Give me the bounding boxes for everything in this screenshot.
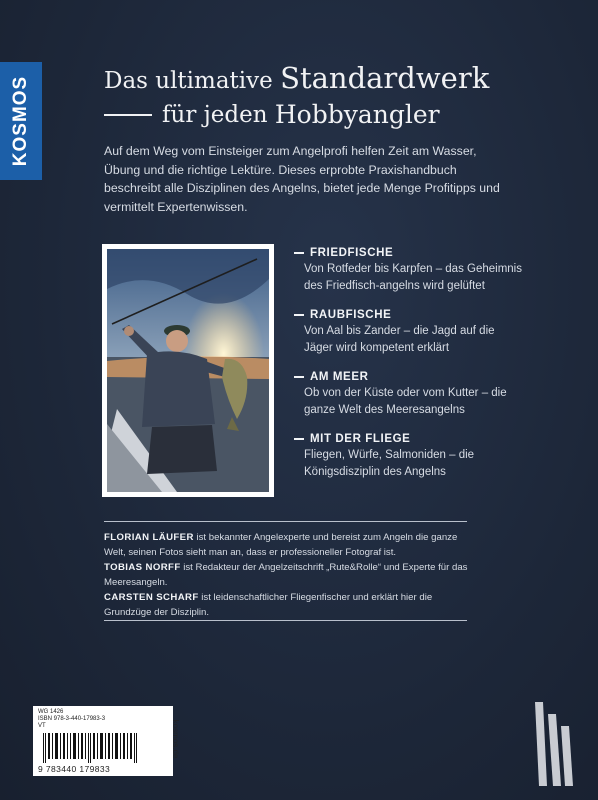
intro-text: Auf dem Weg vom Einsteiger zum Angelprofi helfen Zeit am Wasser, Übung und die richtige Lektüre. Dieses erprobte Praxishandbuch beschreibt alle Disziplinen des Angelns, bietet jede Menge Profitipps und vermittelt Expertenwissen. xyxy=(104,144,500,214)
author-entry xyxy=(104,530,474,560)
headline-line-2-main: Hobbyangler xyxy=(274,100,440,129)
headline-line-2-prefix: für jeden xyxy=(162,102,268,128)
headline-line-1 xyxy=(104,62,554,97)
topic-title-text: RAUBFISCHE xyxy=(310,309,392,321)
topic-title xyxy=(294,431,524,447)
topic-dash xyxy=(294,252,304,254)
topic-item xyxy=(294,431,524,480)
topic-dash xyxy=(294,314,304,316)
divider-bottom xyxy=(104,620,467,621)
angler-photo xyxy=(102,244,274,497)
topic-item xyxy=(294,245,524,294)
author-name: CARSTEN SCHARF xyxy=(104,592,199,603)
topic-description: Fliegen, Würfe, Salmoniden – die Königsdisziplin des Angelns xyxy=(304,449,475,478)
isbn-barcode-box xyxy=(33,706,180,776)
headline-line-2 xyxy=(104,97,554,133)
author-entry xyxy=(104,590,474,620)
topic-description: Von Rotfeder bis Karpfen – das Geheimnis des Friedfisch-angelns wird gelüftet xyxy=(304,263,522,292)
topic-dash xyxy=(294,438,304,440)
author-name: FLORIAN LÄUFER xyxy=(104,532,194,543)
topic-title xyxy=(294,369,524,385)
topic-item xyxy=(294,307,524,356)
topic-item xyxy=(294,369,524,418)
headline-line-1-prefix: Das ultimative xyxy=(104,68,273,94)
headline-dash xyxy=(104,114,152,116)
barcode-wg: WG 1426 xyxy=(38,709,64,715)
topics-list xyxy=(294,245,524,493)
barcode-code: VT xyxy=(38,723,46,730)
authors-section xyxy=(104,530,474,620)
kosmos-k-logo-icon xyxy=(525,698,579,790)
divider-top xyxy=(104,521,467,522)
angler-photo-illustration xyxy=(107,249,269,492)
author-entry xyxy=(104,560,474,590)
author-bio: ist leidenschaftlicher Fliegenfischer und erklärt hier die Grundzüge der Disziplin. xyxy=(104,592,433,618)
topic-title-text: MIT DER FLIEGE xyxy=(310,433,411,445)
author-name: TOBIAS NORFF xyxy=(104,562,181,573)
topic-title xyxy=(294,245,524,261)
author-bio: ist bekannter Angelexperte und bereist zum Angeln die ganze Welt, seinen Fotos sieht man an, dass er professioneller Fotograf ist. xyxy=(104,532,458,558)
topic-title-text: FRIEDFISCHE xyxy=(310,247,394,259)
brand-name: KOSMOS xyxy=(10,75,32,167)
headline-line-1-main: Standardwerk xyxy=(280,61,490,95)
barcode-isbn: ISBN 978-3-440-17983-3 xyxy=(38,716,106,723)
topic-dash xyxy=(294,376,304,378)
barcode-digits: 9 783440 179833 xyxy=(38,764,111,774)
topic-title xyxy=(294,307,524,323)
barcode-meta xyxy=(38,709,105,731)
headline xyxy=(104,62,554,133)
topic-description: Ob von der Küste oder vom Kutter – die ganze Welt des Meeresangelns xyxy=(304,387,507,416)
website[interactable]: kosmos.de xyxy=(171,719,180,759)
topic-description: Von Aal bis Zander – die Jagd auf die Jäger wird kompetent erklärt xyxy=(304,325,495,354)
kosmos-brand-tab xyxy=(0,62,42,180)
barcode-bars xyxy=(43,733,139,763)
topic-title-text: AM MEER xyxy=(310,371,369,383)
author-bio: ist Redakteur der Angelzeitschrift „Rute&Rolle“ und Experte für das Meeresangeln. xyxy=(104,562,468,588)
